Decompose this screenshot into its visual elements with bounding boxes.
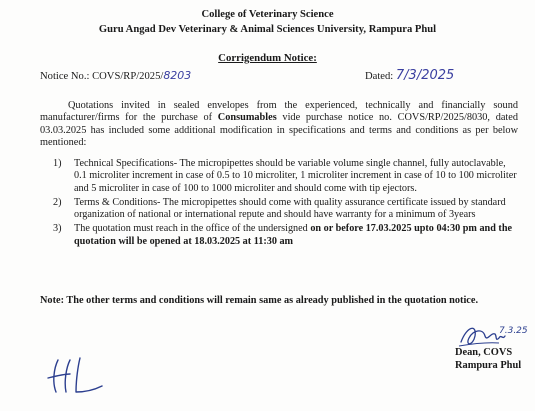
list-item-deadline <box>40 223 520 248</box>
list-item-text: Terms & Conditions- The micropipettes should come with quality assurance certificate issued by standard organization of national or international repute and should have warranty for a minimum of 3years <box>74 196 506 221</box>
notice-number-label: Notice No.: COVS/RP/2025/ <box>40 71 164 82</box>
list-item-text: The quotation must reach in the office of the undersigned <box>74 223 311 235</box>
modification-list <box>40 158 520 250</box>
list-item-technical <box>40 158 520 195</box>
intro-text-end: vide purchase notice no. COVS/RP/2025/8030, dated 03.03.2025 has included some additional modification in specifications and terms and conditions as per below mentioned: <box>40 112 519 149</box>
university-name: Guru Angad Dev Veterinary & Animal Sciences University, Rampura Phul <box>98 24 437 35</box>
notice-heading <box>0 48 535 66</box>
signature-date: 7.3.25 <box>499 326 528 336</box>
intro-paragraph <box>40 100 518 150</box>
closing-note: Note: The other terms and conditions will remain same as already published in the quotation notice. <box>40 295 479 306</box>
intro-text-start: Quotations invited in sealed envelopes from the experienced, technically and financially sound manufacturer/firms for the purchase of <box>40 100 518 124</box>
handwritten-initials <box>42 352 112 402</box>
list-item-number: 1) <box>53 158 62 169</box>
list-item-deadline-dates: on or before 17.03.2025 upto 04:30 pm and the quotation will be opened at 18.03.2025 at 11:30 am <box>74 223 513 247</box>
list-item-number: 3) <box>53 223 62 235</box>
signatory-designation: Dean, COVS <box>455 347 513 358</box>
notice-date <box>365 68 454 83</box>
signatory-place: Rampura Phul <box>455 360 522 371</box>
notice-title: Corrigendum Notice: <box>218 52 317 64</box>
intro-item: Consumables <box>217 112 277 124</box>
signatory-block <box>455 346 521 372</box>
notice-number <box>40 69 191 82</box>
college-name: College of Veterinary Science <box>201 9 334 20</box>
list-item-text: Technical Specifications- The micropipettes should be variable volume single channel, fully autoclavable, 0.1 microliter increment in case of 0.5 to 10 microliter, 1 microliter increment in case of 10 to 100 microliter and 5 microliter in case of 100 to 1000 microliter and should come with tip ejectors. <box>74 158 517 194</box>
notice-number-handwritten: 8203 <box>163 69 192 82</box>
list-item-terms <box>40 197 520 222</box>
list-item-number: 2) <box>53 196 62 208</box>
date-handwritten: 7/3/2025 <box>395 68 455 83</box>
date-label: Dated: <box>365 71 394 82</box>
